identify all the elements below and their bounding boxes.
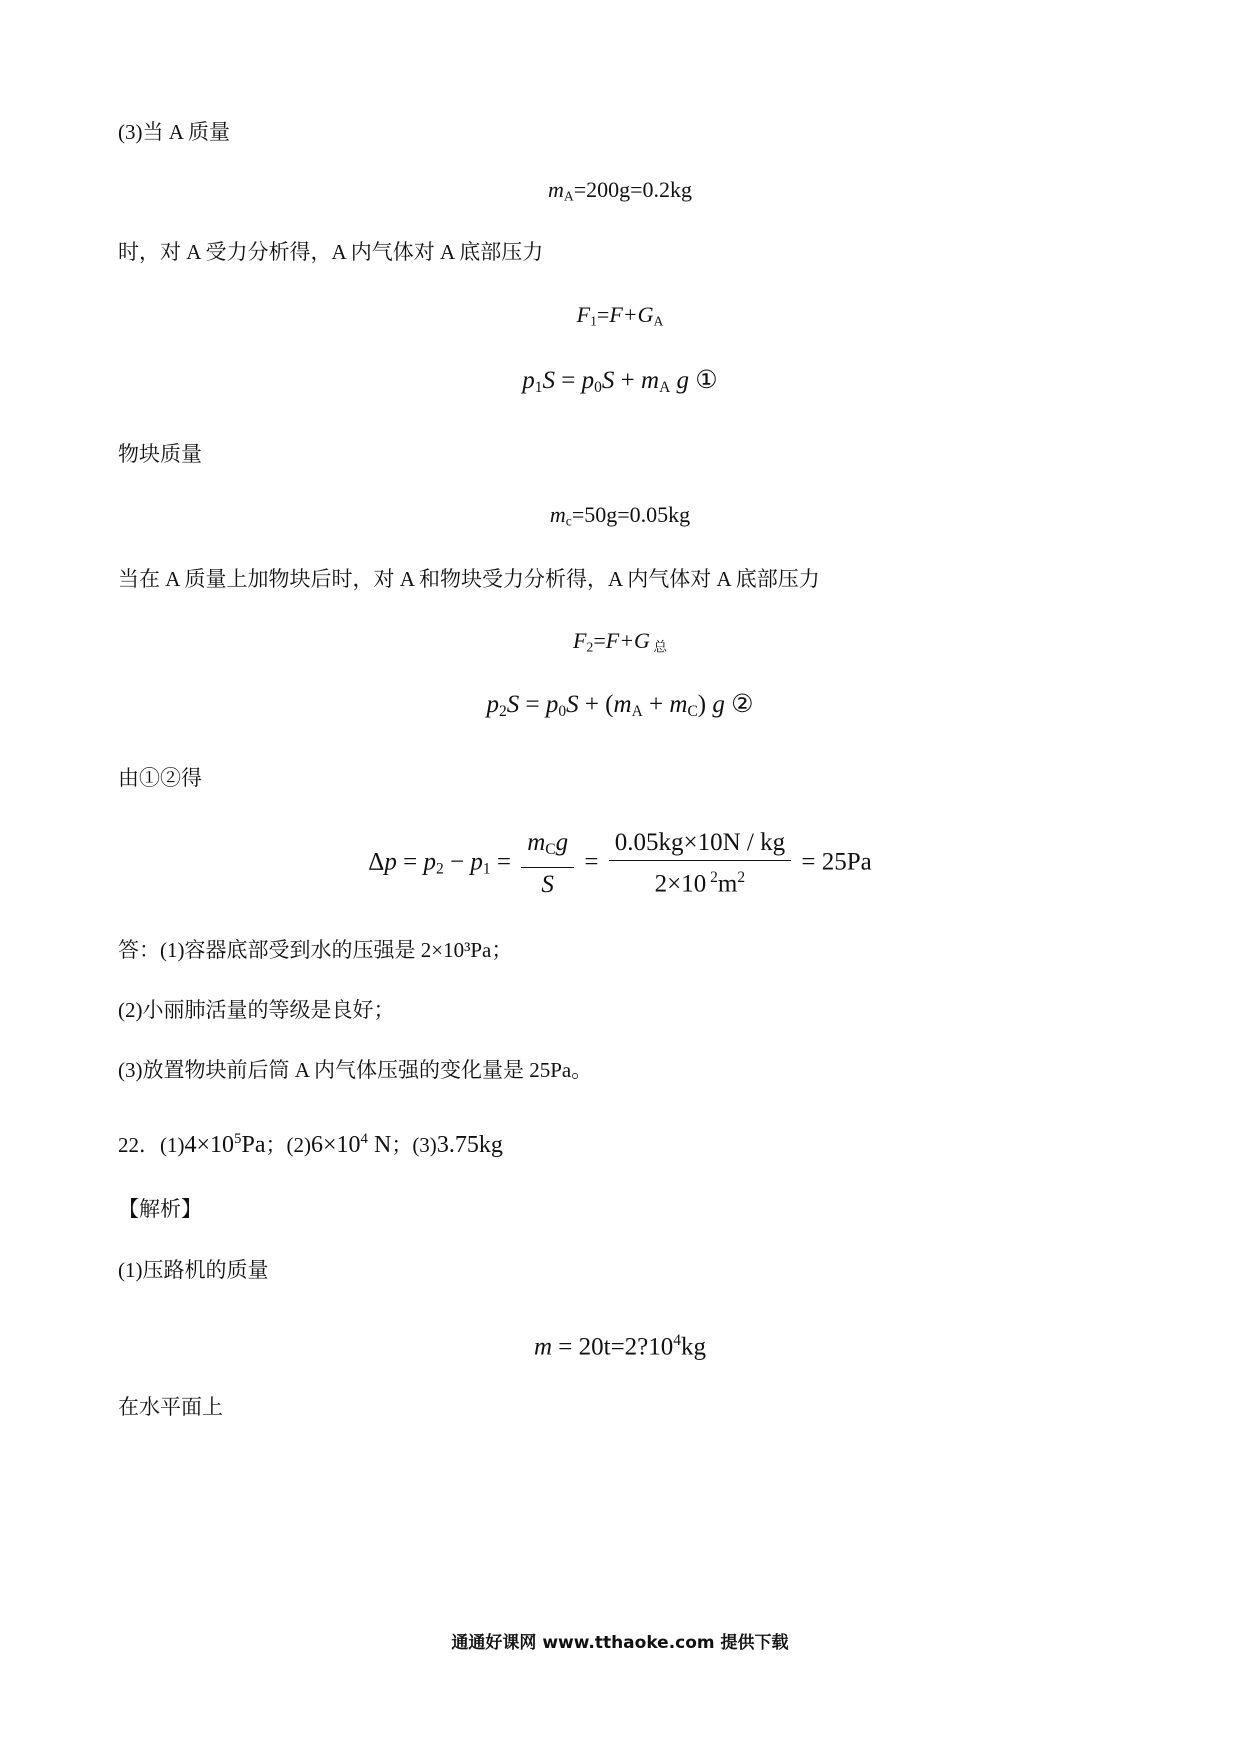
equation-p1: $p_1S = p_0S + m_A$ g ① bbox=[522, 367, 718, 396]
analysis-header: 【解析】 bbox=[118, 1197, 202, 1221]
equation-delta-p: $\Delta p = p_2 - p_1$ = $\frac{m_Cg}{S}$ = $\frac{0.05kg\times 10N / kg}{2\times 10 ^2m^2}$ = 25Pa bbox=[368, 829, 872, 898]
question-22-answers: 22．$(1)4\times 10^5Pa$；$(2)6\times 10^4$ N；(3)3.75kg bbox=[118, 1131, 503, 1158]
answer-3: (3)放置物块前后筒 A 内气体压强的变化量是 25Pa。 bbox=[118, 1058, 593, 1082]
equation-mass-c: $m_c=50g=0.05kg$ bbox=[549, 502, 691, 529]
analysis-step-1: (1)压路机的质量 bbox=[118, 1258, 269, 1282]
equation-f2: $F_2=F+G$ $_总$ bbox=[573, 628, 667, 655]
analysis-a-text: 时，对 A 受力分析得，A 内气体对 A 底部压力 bbox=[118, 240, 544, 264]
fraction-mcg-over-s: $\frac{m_Cg}{S}$ bbox=[521, 828, 574, 900]
answer-1: 答：(1)容器底部受到水的压强是 2×10³Pa； bbox=[118, 938, 513, 962]
answer-2: (2)小丽肺活量的等级是良好； bbox=[118, 998, 395, 1022]
section3-intro: (3)当 A 质量 bbox=[118, 120, 230, 144]
equation-p2: $p_2S = p_0S + (m_A + m_C)$ g ② bbox=[486, 691, 754, 720]
equation-roller-mass: $m = 20t=2?10^4kg$ bbox=[533, 1332, 707, 1361]
from-12-text: 由①②得 bbox=[118, 766, 202, 790]
analysis-ab-text: 当在 A 质量上加物块后时，对 A 和物块受力分析得，A 内气体对 A 底部压力 bbox=[118, 567, 820, 591]
block-mass-label: 物块质量 bbox=[118, 442, 202, 466]
footer-source: 通通好课网 www.tthaoke.com 提供下载 bbox=[451, 1633, 789, 1653]
equation-mass-a: $m_A=200g=0.2kg$ bbox=[547, 177, 693, 204]
equation-f1: $F_1=F+G_A$ bbox=[576, 302, 664, 329]
fraction-numeric: $\frac{0.05kg\times 10N / kg}{2\times 10 ^2m^2}$ bbox=[609, 828, 791, 899]
analysis-step-2: 在水平面上 bbox=[118, 1395, 223, 1419]
